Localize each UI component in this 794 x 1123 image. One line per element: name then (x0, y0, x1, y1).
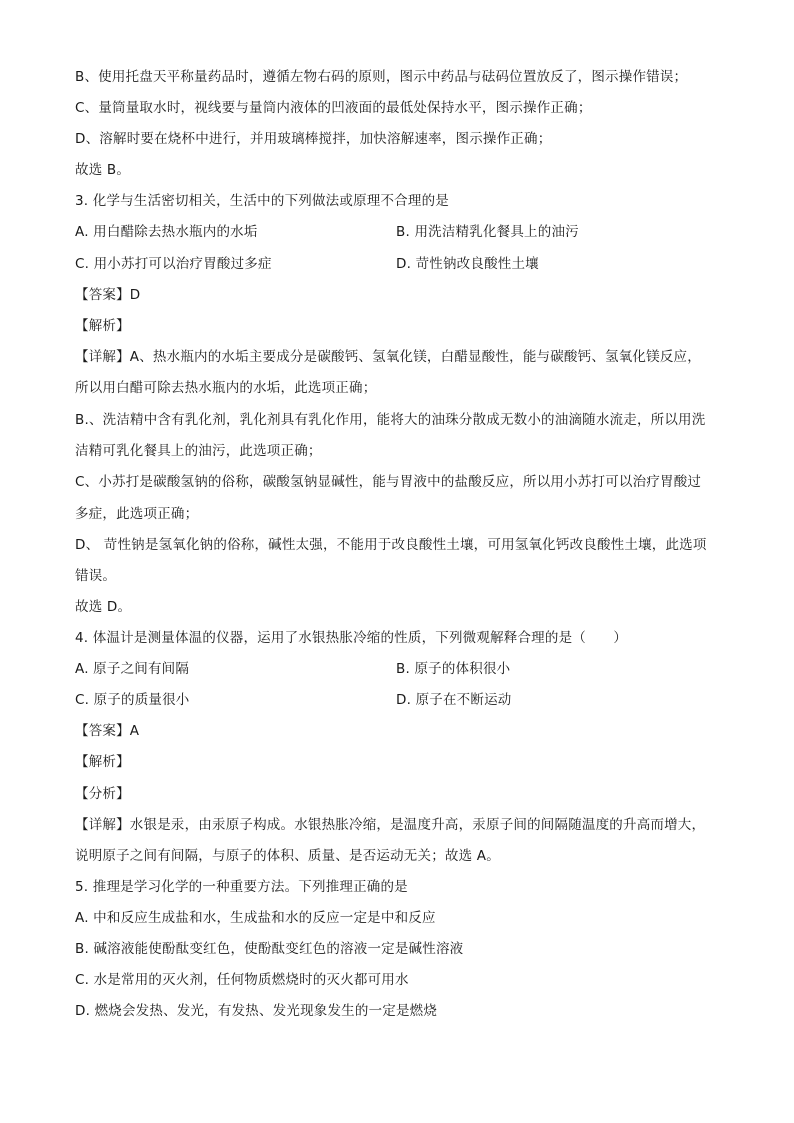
q5-option-c: C. 水是常用的灭火剂，任何物质燃烧时的灭火都可用水 (75, 972, 409, 988)
explanation-option-b: B、使用托盘天平称量药品时，遵循左物右码的原则，图示中药品与砝码位置放反了，图示操作错误； (75, 69, 688, 85)
question-3: 3. 化学与生活密切相关，生活中的下列做法或原理不合理的是 (75, 193, 449, 209)
q3-answer: 【答案】D (75, 287, 141, 303)
q3-option-c: C. 用小苏打可以治疗胃酸过多症 (75, 256, 272, 272)
q4-detail-line-1: 【详解】水银是汞，由汞原子构成。水银热胀冷缩，是温度升高，汞原子间的间隔随温度的升高而增大， (75, 817, 706, 833)
q3-option-a: A. 用白醋除去热水瓶内的水垢 (75, 224, 258, 240)
q4-answer: 【答案】A (75, 723, 140, 739)
question-4: 4. 体温计是测量体温的仪器，运用了水银热胀冷缩的性质，下列微观解释合理的是（ ） (75, 630, 628, 646)
q5-option-a: A. 中和反应生成盐和水，生成盐和水的反应一定是中和反应 (75, 910, 436, 926)
conclusion-q2: 故选 B。 (75, 162, 131, 178)
q3-detail-line-2: 所以用白醋可除去热水瓶内的水垢，此选项正确； (75, 380, 377, 396)
q4-option-d: D. 原子在不断运动 (396, 692, 512, 708)
q4-option-a: A. 原子之间有间隔 (75, 661, 190, 677)
q3-detail-line-3: B.、洗洁精中含有乳化剂，乳化剂具有乳化作用，能将大的油珠分散成无数小的油滴随水流走，所以用洗 (75, 412, 706, 428)
q3-analysis-heading: 【解析】 (75, 318, 130, 334)
q3-detail-line-4: 洁精可乳化餐具上的油污，此选项正确； (75, 443, 322, 459)
q4-fenxi-heading: 【分析】 (75, 786, 130, 802)
explanation-option-c: C、量筒量取水时，视线要与量筒内液体的凹液面的最低处保持水平，图示操作正确； (75, 100, 592, 116)
question-5: 5. 推理是学习化学的一种重要方法。下列推理正确的是 (75, 879, 408, 895)
explanation-option-d: D、溶解时要在烧杯中进行，并用玻璃棒搅拌，加快溶解速率，图示操作正确； (75, 131, 552, 147)
q4-detail-line-2: 说明原子之间有间隔，与原子的体积、质量、是否运动无关；故选 A。 (75, 848, 500, 864)
q5-option-d: D. 燃烧会发热、发光，有发热、发光现象发生的一定是燃烧 (75, 1003, 438, 1019)
q3-detail-line-5: C、小苏打是碳酸氢钠的俗称，碳酸氢钠显碱性，能与胃液中的盐酸反应，所以用小苏打可以治疗胃酸过 (75, 474, 702, 490)
q3-detail-line-8: 错误。 (75, 568, 117, 584)
q3-detail-line-6: 多症，此选项正确； (75, 506, 199, 522)
q4-analysis-heading: 【解析】 (75, 754, 130, 770)
q4-option-b: B. 原子的体积很小 (396, 661, 511, 677)
q3-detail-line-7: D、 苛性钠是氢氧化钠的俗称，碱性太强，不能用于改良酸性土壤，可用氢氧化钙改良酸性土壤，此选项 (75, 537, 707, 553)
q3-option-d: D. 苛性钠改良酸性土壤 (396, 256, 539, 272)
q3-option-b: B. 用洗洁精乳化餐具上的油污 (396, 224, 579, 240)
q3-detail-line-1: 【详解】A、热水瓶内的水垢主要成分是碳酸钙、氢氧化镁，白醋显酸性，能与碳酸钙、氢氧化镁反应， (75, 349, 701, 365)
q3-conclusion: 故选 D。 (75, 599, 132, 615)
q5-option-b: B. 碱溶液能使酚酞变红色，使酚酞变红色的溶液一定是碱性溶液 (75, 941, 464, 957)
q4-option-c: C. 原子的质量很小 (75, 692, 190, 708)
